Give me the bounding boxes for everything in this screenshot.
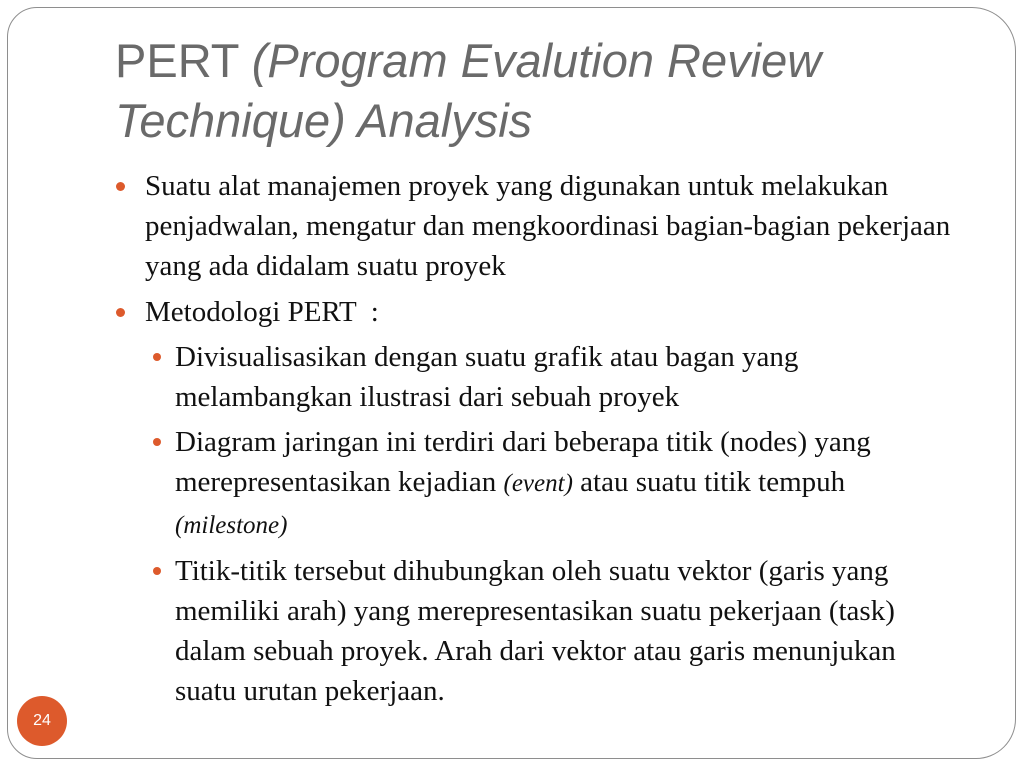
page-number: 24 [33, 712, 51, 729]
slide-title [115, 31, 975, 151]
bullet-dot-icon [116, 308, 125, 317]
bullet-item [115, 292, 995, 711]
bullet-text: Metodologi PERT : [145, 296, 379, 328]
sub-bullet-line: memiliki arah) yang merepresentasikan suatu pekerjaan (task) [175, 595, 895, 627]
bullet-line [145, 292, 995, 332]
page-number-badge [17, 696, 67, 746]
sub-bullet-italic-term: (event) [503, 470, 573, 497]
sub-bullet-dot-icon [153, 353, 161, 361]
sub-bullet-line: dalam sebuah proyek. Arah dari vektor atau garis menunjukan [175, 635, 896, 667]
sub-bullet-line: melambangkan ilustrasi dari sebuah proyek [175, 381, 680, 413]
sub-bullet-line: Divisualisasikan dengan suatu grafik atau bagan yang [175, 341, 799, 373]
bullet-line: penjadwalan, mengatur dan mengkoordinasi bagian-bagian pekerjaan [145, 210, 951, 242]
sub-bullet-list [145, 337, 995, 711]
sub-bullet-line [175, 504, 995, 546]
sub-bullet-dot-icon [153, 438, 161, 446]
sub-bullet-item [145, 422, 995, 546]
bullet-line: yang ada didalam suatu proyek [145, 250, 506, 282]
sub-bullet-line: Titik-titik tersebut dihubungkan oleh suatu vektor (garis yang [175, 555, 889, 587]
sub-bullet-dot-icon [153, 567, 161, 575]
sub-bullet-line: suatu urutan pekerjaan. [175, 675, 445, 707]
sub-bullet-text: merepresentasikan kejadian [175, 466, 497, 498]
title-italic: (Program Evalution Review Technique) Analysis [115, 34, 822, 147]
sub-bullet-item [145, 337, 995, 417]
sub-bullet-italic-term: (milestone) [175, 512, 288, 539]
bullet-dot-icon [116, 182, 125, 191]
bullet-list [115, 166, 995, 711]
sub-bullet-text: atau suatu titik tempuh [580, 466, 846, 498]
bullet-line: Suatu alat manajemen proyek yang digunakan untuk melakukan [145, 170, 889, 202]
sub-bullet-line: Diagram jaringan ini terdiri dari beberapa titik (nodes) yang [175, 426, 871, 458]
title-prefix: PERT [115, 34, 239, 87]
sub-bullet-item [145, 551, 995, 711]
sub-bullet-line [175, 462, 995, 504]
bullet-item [115, 166, 995, 286]
